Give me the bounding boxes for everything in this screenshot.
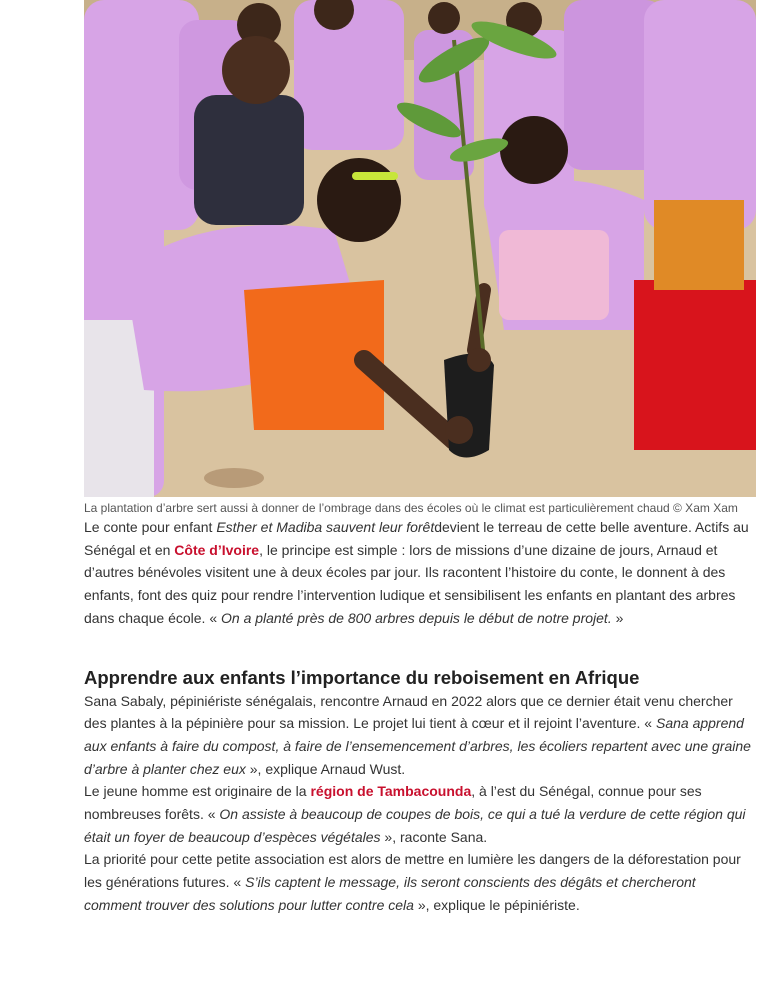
paragraph-1 (84, 516, 756, 630)
paragraph-3 (84, 780, 756, 848)
photo-illustration (84, 0, 756, 497)
p1-text-3: , le principe est simple : lors de missions d’une dizaine de jours, Arnaud et d’autres bénévoles visitent une à deux écoles par jour. Ils racontent l’histoire du conte, le donnent à des enfants, font des quiz pour rendre l’intervention ludique et sensibilisent les enfants en plantant des arbres dans chaque école. « (84, 541, 736, 626)
paragraph-4 (84, 848, 756, 916)
p2-text-2: », explique Arnaud Wust. (245, 760, 406, 777)
paragraph-2 (84, 690, 756, 781)
article-photo (84, 0, 756, 497)
link-region-tambacounda[interactable]: région de Tambacounda (310, 783, 472, 800)
photo-caption: La plantation d’arbre sert aussi à donner de l’ombrage dans des écoles où le climat est particulièrement chaud © Xam Xam (84, 501, 738, 515)
article (84, 0, 756, 917)
p3-text-3: », raconte Sana. (380, 828, 488, 845)
p3-text-1: Le jeune homme est originaire de la (84, 783, 311, 800)
p4-text-2: », explique le pépiniériste. (413, 896, 580, 913)
link-cote-divoire[interactable]: Côte d’Ivoire (174, 541, 260, 558)
p3-quote: On assiste à beaucoup de coupes de bois, ce qui a tué la verdure de cette région qui était un foyer de beaucoup d’espèces végétales (84, 806, 746, 845)
p2-text-1: Sana Sabaly, pépiniériste sénégalais, rencontre Arnaud en 2022 alors que ce dernier était venu chercher des plantes à la pépinière pour sa mission. Le projet lui tient à cœur et il rejoint l’aventure. « (84, 692, 733, 732)
p3-text-2: , à l’est du Sénégal, connue pour ses nombreuses forêts. « (84, 783, 702, 823)
p4-quote: S’ils captent le message, ils seront conscients des dégâts et chercheront comment trouver des solutions pour lutter contre cela (84, 874, 696, 913)
book-title: Esther et Madiba sauvent leur forêt (216, 519, 435, 535)
p1-text-4: » (611, 609, 624, 626)
p1-text-2: devient le terreau de cette belle aventure. Actifs au Sénégal et en (84, 519, 749, 558)
p2-quote: Sana apprend aux enfants à faire du compost, à faire de l’ensemencement d’arbres, les écoliers repartent avec une graine d’arbre à planter chez eux (84, 715, 751, 777)
p1-text-1: Le conte pour enfant (84, 519, 217, 535)
section-heading: Apprendre aux enfants l’importance du reboisement en Afrique (84, 666, 640, 688)
p1-quote: On a planté près de 800 arbres depuis le début de notre projet. (221, 609, 612, 626)
section-heading-wrap (84, 666, 756, 690)
p4-text-1: La priorité pour cette petite association est alors de mettre en lumière les dangers de la déforestation pour les générations futures. « (84, 851, 741, 891)
